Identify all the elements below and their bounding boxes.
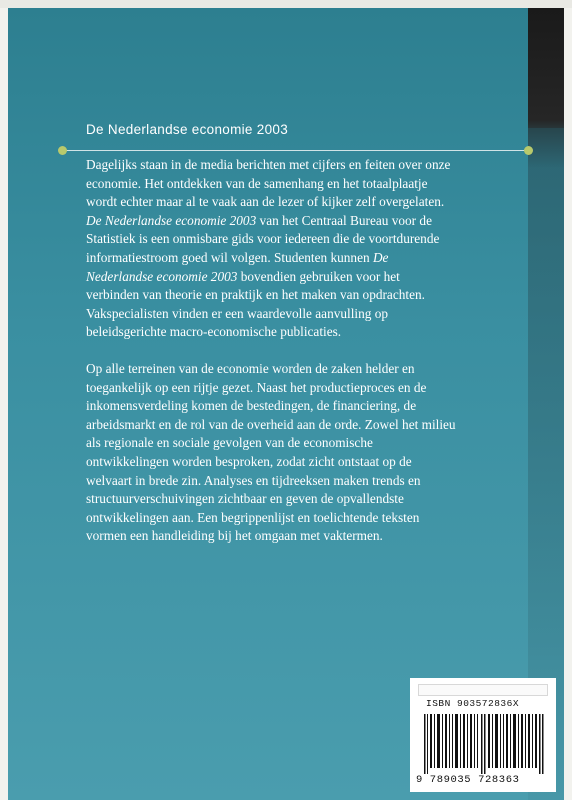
description-paragraph-1 bbox=[86, 156, 456, 342]
paragraph-1-title-ref-1: De Nederlandse economie 2003 bbox=[86, 212, 257, 228]
title-rule bbox=[62, 150, 530, 151]
page-edge bbox=[0, 0, 572, 8]
paragraph-1-text-a: Dagelijks staan in de media berichten met cijfers en feiten over onze economie. Het ontdekken van de samenhang en het totaalplaatje wordt echter maar al te vaak aan de lezer of kijker zelf overgelaten. bbox=[86, 157, 451, 210]
book-title: De Nederlandse economie 2003 bbox=[86, 122, 289, 137]
back-cover bbox=[8, 8, 564, 800]
paragraph-2-text: Op alle terreinen van de economie worden de zaken helder en toegankelijk op een rijtje gezet. Naast het productieproces en de inkomensverdeling komen de bestedingen, de financiering, de arbeidsmarkt en de rol van de overheid aan de orde. Zowel het milieu als regionale en sociale gevolgen van de economische ontwikkelingen worden besproken, zodat zicht ontstaat op de welvaart in brede zin. Analyses en tijdreeksen maken trends en structuurverschuivingen zichtbaar en geven de opvallendste ontwikkelingen aan. Een begrippenlijst en toelichtende teksten vormen een handleiding bij het omgaan met vaktermen. bbox=[86, 361, 456, 544]
paragraph-1-title-ref-2: De Nederlandse economie 2003 bbox=[86, 249, 389, 284]
rule-dot-left bbox=[58, 146, 67, 155]
barcode-bars bbox=[424, 714, 544, 774]
price-sticker bbox=[418, 684, 548, 696]
barcode-label bbox=[410, 678, 556, 792]
paragraph-1-text-b: van het Centraal Bureau voor de Statistiek is een onmisbare gids voor iedereen die de voortdurende informatiestroom goed wil volgen. Studenten kunnen bbox=[86, 212, 440, 265]
paragraph-1-text-c: bovendien gebruiken voor het verbinden van theorie en praktijk en het maken van opdrachten. Vakspecialisten vinden er een waardevolle aanvulling op beleidsgerichte macro-economische publicaties. bbox=[86, 268, 425, 340]
barcode-digits: 9 789035 728363 bbox=[416, 774, 520, 786]
description-paragraph-2 bbox=[86, 360, 456, 546]
rule-dot-right bbox=[524, 146, 533, 155]
isbn-number: ISBN 903572836X bbox=[426, 698, 520, 709]
